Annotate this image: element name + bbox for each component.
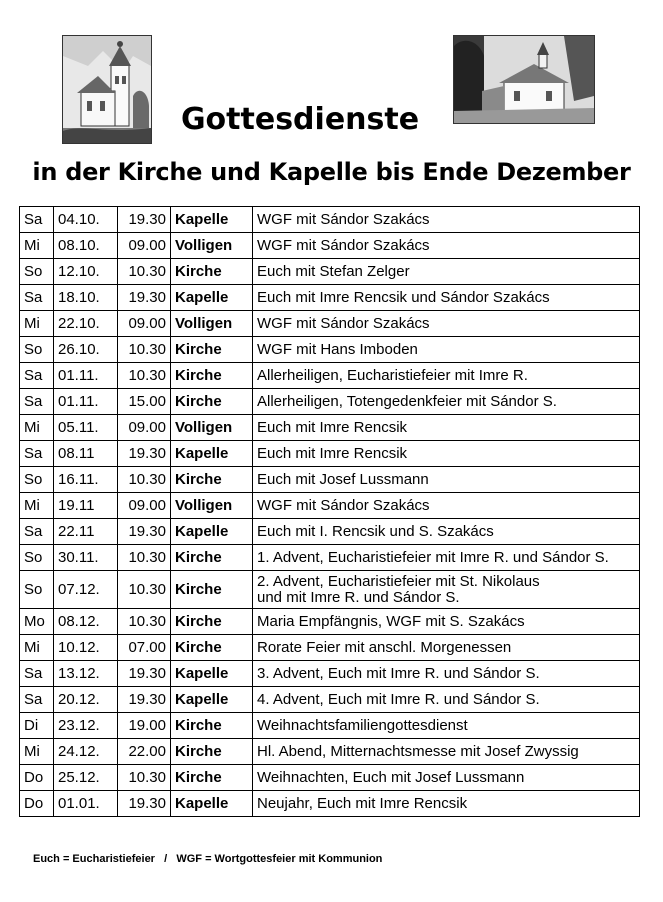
date-cell: 24.12. xyxy=(54,739,118,765)
place-cell: Kapelle xyxy=(171,207,253,233)
weekday-cell: Sa xyxy=(20,687,54,713)
weekday-cell: Sa xyxy=(20,285,54,311)
description-cell: Allerheiligen, Totengedenkfeier mit Sándor S. xyxy=(253,389,640,415)
time-cell: 10.30 xyxy=(118,571,171,609)
place-cell: Kapelle xyxy=(171,791,253,817)
table-row xyxy=(20,609,640,635)
weekday-cell: So xyxy=(20,467,54,493)
description-line: und mit Imre R. und Sándor S. xyxy=(257,588,460,606)
page-subtitle: in der Kirche und Kapelle bis Ende Dezember xyxy=(32,158,631,186)
description-cell: Weihnachten, Euch mit Josef Lussmann xyxy=(253,765,640,791)
time-cell: 15.00 xyxy=(118,389,171,415)
table-row xyxy=(20,739,640,765)
weekday-cell: So xyxy=(20,545,54,571)
date-cell: 19.11 xyxy=(54,493,118,519)
place-cell: Kirche xyxy=(171,713,253,739)
time-cell: 19.30 xyxy=(118,207,171,233)
place-cell: Kapelle xyxy=(171,285,253,311)
time-cell: 07.00 xyxy=(118,635,171,661)
date-cell: 30.11. xyxy=(54,545,118,571)
place-cell: Kirche xyxy=(171,609,253,635)
description-cell: Euch mit Imre Rencsik und Sándor Szakács xyxy=(253,285,640,311)
description-cell: WGF mit Sándor Szakács xyxy=(253,207,640,233)
date-cell: 10.12. xyxy=(54,635,118,661)
weekday-cell: Di xyxy=(20,713,54,739)
date-cell: 23.12. xyxy=(54,713,118,739)
place-cell: Kapelle xyxy=(171,661,253,687)
date-cell: 22.10. xyxy=(54,311,118,337)
time-cell: 19.30 xyxy=(118,791,171,817)
description-cell: WGF mit Hans Imboden xyxy=(253,337,640,363)
time-cell: 10.30 xyxy=(118,259,171,285)
description-cell: Euch mit Imre Rencsik xyxy=(253,415,640,441)
weekday-cell: Sa xyxy=(20,661,54,687)
schedule-table xyxy=(19,206,640,817)
table-row xyxy=(20,337,640,363)
weekday-cell: Mi xyxy=(20,493,54,519)
weekday-cell: So xyxy=(20,337,54,363)
description-cell: Hl. Abend, Mitternachtsmesse mit Josef Zwyssig xyxy=(253,739,640,765)
place-cell: Volligen xyxy=(171,415,253,441)
place-cell: Volligen xyxy=(171,311,253,337)
date-cell: 13.12. xyxy=(54,661,118,687)
date-cell: 22.11 xyxy=(54,519,118,545)
date-cell: 25.12. xyxy=(54,765,118,791)
date-cell: 05.11. xyxy=(54,415,118,441)
table-row xyxy=(20,545,640,571)
weekday-cell: Do xyxy=(20,791,54,817)
weekday-cell: Mi xyxy=(20,233,54,259)
time-cell: 19.30 xyxy=(118,519,171,545)
table-row xyxy=(20,467,640,493)
description-line: 2. Advent, Eucharistiefeier mit St. Nikolaus xyxy=(257,572,540,590)
date-cell: 04.10. xyxy=(54,207,118,233)
place-cell: Kirche xyxy=(171,765,253,791)
table-row xyxy=(20,713,640,739)
place-cell: Kirche xyxy=(171,467,253,493)
weekday-cell: Mi xyxy=(20,311,54,337)
description-cell: Rorate Feier mit anschl. Morgenessen xyxy=(253,635,640,661)
date-cell: 08.10. xyxy=(54,233,118,259)
date-cell: 08.12. xyxy=(54,609,118,635)
place-cell: Kirche xyxy=(171,635,253,661)
weekday-cell: Mo xyxy=(20,609,54,635)
table-row xyxy=(20,311,640,337)
table-row xyxy=(20,441,640,467)
description-cell: Euch mit Imre Rencsik xyxy=(253,441,640,467)
table-row xyxy=(20,259,640,285)
weekday-cell: Sa xyxy=(20,441,54,467)
time-cell: 10.30 xyxy=(118,337,171,363)
description-cell: 3. Advent, Euch mit Imre R. und Sándor S. xyxy=(253,661,640,687)
place-cell: Kirche xyxy=(171,571,253,609)
weekday-cell: So xyxy=(20,259,54,285)
description-cell: 1. Advent, Eucharistiefeier mit Imre R. und Sándor S. xyxy=(253,545,640,571)
weekday-cell: So xyxy=(20,571,54,609)
page-title: Gottesdienste xyxy=(180,102,420,137)
table-row xyxy=(20,207,640,233)
place-cell: Kapelle xyxy=(171,687,253,713)
time-cell: 09.00 xyxy=(118,311,171,337)
weekday-cell: Mi xyxy=(20,739,54,765)
date-cell: 20.12. xyxy=(54,687,118,713)
time-cell: 19.30 xyxy=(118,441,171,467)
date-cell: 18.10. xyxy=(54,285,118,311)
description-cell: Euch mit Josef Lussmann xyxy=(253,467,640,493)
weekday-cell: Sa xyxy=(20,207,54,233)
description-cell: Euch mit Stefan Zelger xyxy=(253,259,640,285)
description-cell: WGF mit Sándor Szakács xyxy=(253,311,640,337)
date-cell: 12.10. xyxy=(54,259,118,285)
table-row xyxy=(20,493,640,519)
weekday-cell: Mi xyxy=(20,635,54,661)
time-cell: 09.00 xyxy=(118,233,171,259)
place-cell: Volligen xyxy=(171,493,253,519)
date-cell: 01.01. xyxy=(54,791,118,817)
time-cell: 10.30 xyxy=(118,363,171,389)
place-cell: Kirche xyxy=(171,337,253,363)
place-cell: Kirche xyxy=(171,389,253,415)
description-cell: WGF mit Sándor Szakács xyxy=(253,493,640,519)
table-row xyxy=(20,687,640,713)
table-row xyxy=(20,635,640,661)
description-cell: WGF mit Sándor Szakács xyxy=(253,233,640,259)
description-cell: Euch mit I. Rencsik und S. Szakács xyxy=(253,519,640,545)
time-cell: 19.00 xyxy=(118,713,171,739)
date-cell: 26.10. xyxy=(54,337,118,363)
table-row xyxy=(20,765,640,791)
date-cell: 01.11. xyxy=(54,389,118,415)
place-cell: Kapelle xyxy=(171,441,253,467)
place-cell: Kapelle xyxy=(171,519,253,545)
place-cell: Kirche xyxy=(171,363,253,389)
date-cell: 08.11 xyxy=(54,441,118,467)
description-cell: Neujahr, Euch mit Imre Rencsik xyxy=(253,791,640,817)
table-row xyxy=(20,519,640,545)
description-cell: Maria Empfängnis, WGF mit S. Szakács xyxy=(253,609,640,635)
place-cell: Kirche xyxy=(171,259,253,285)
date-cell: 16.11. xyxy=(54,467,118,493)
description-cell: Weihnachtsfamiliengottesdienst xyxy=(253,713,640,739)
time-cell: 09.00 xyxy=(118,493,171,519)
table-row xyxy=(20,415,640,441)
table-row xyxy=(20,661,640,687)
description-cell: 4. Advent, Euch mit Imre R. und Sándor S. xyxy=(253,687,640,713)
time-cell: 10.30 xyxy=(118,467,171,493)
time-cell: 10.30 xyxy=(118,765,171,791)
weekday-cell: Do xyxy=(20,765,54,791)
description-cell xyxy=(253,571,640,609)
table-row xyxy=(20,233,640,259)
weekday-cell: Sa xyxy=(20,363,54,389)
table-row xyxy=(20,285,640,311)
time-cell: 10.30 xyxy=(118,545,171,571)
time-cell: 22.00 xyxy=(118,739,171,765)
table-row xyxy=(20,363,640,389)
place-cell: Kirche xyxy=(171,739,253,765)
place-cell: Kirche xyxy=(171,545,253,571)
date-cell: 01.11. xyxy=(54,363,118,389)
date-cell: 07.12. xyxy=(54,571,118,609)
table-row xyxy=(20,571,640,609)
time-cell: 19.30 xyxy=(118,687,171,713)
legend-note: Euch = Eucharistiefeier / WGF = Wortgottesfeier mit Kommunion xyxy=(33,853,383,865)
time-cell: 19.30 xyxy=(118,661,171,687)
weekday-cell: Sa xyxy=(20,389,54,415)
time-cell: 09.00 xyxy=(118,415,171,441)
place-cell: Volligen xyxy=(171,233,253,259)
weekday-cell: Sa xyxy=(20,519,54,545)
time-cell: 19.30 xyxy=(118,285,171,311)
description-cell: Allerheiligen, Eucharistiefeier mit Imre R. xyxy=(253,363,640,389)
time-cell: 10.30 xyxy=(118,609,171,635)
weekday-cell: Mi xyxy=(20,415,54,441)
table-row xyxy=(20,389,640,415)
table-row xyxy=(20,791,640,817)
